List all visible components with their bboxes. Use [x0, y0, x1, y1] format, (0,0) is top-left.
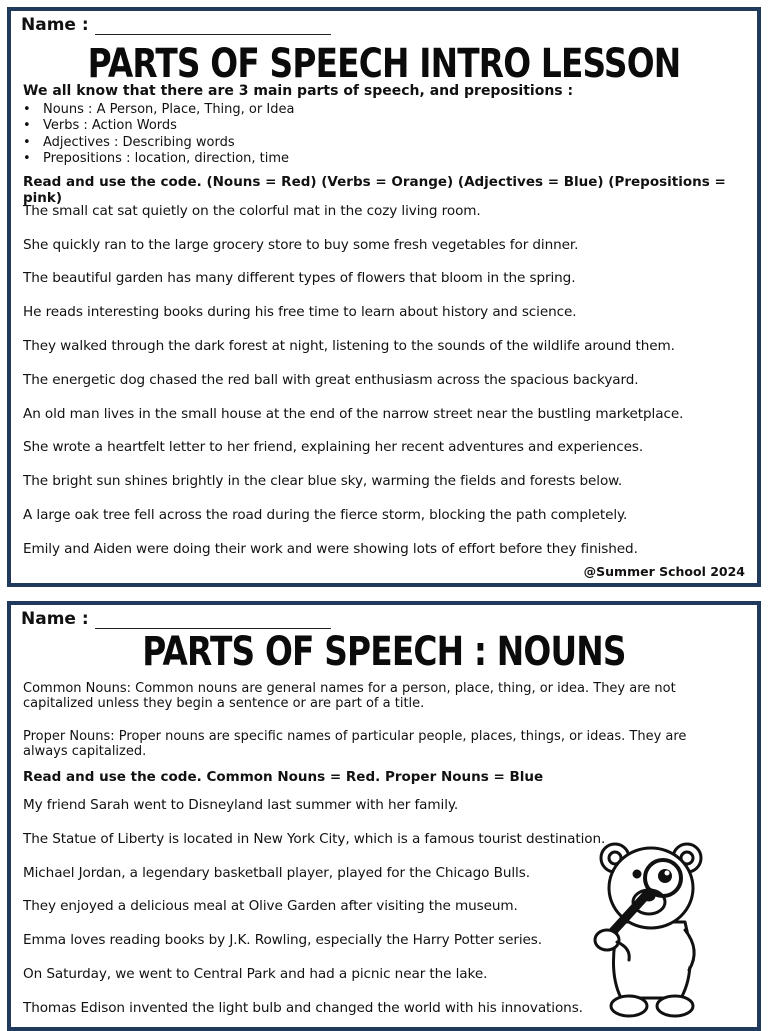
sentence: She quickly ran to the large grocery store to buy some fresh vegetables for dinner. — [23, 237, 579, 253]
sentence: Emma loves reading books by J.K. Rowling, especially the Harry Potter series. — [23, 932, 542, 948]
name-line[interactable] — [95, 18, 331, 35]
bullet-icon: • — [23, 134, 31, 150]
bullet-icon: • — [23, 118, 31, 134]
sentence: They walked through the dark forest at night, listening to the sounds of the wildlife around them. — [23, 338, 675, 354]
color-code-instructions: Read and use the code. (Nouns = Red) (Verbs = Orange) (Adjectives = Blue) (Prepositions = pink) — [23, 174, 726, 206]
page-title: PARTS OF SPEECH : NOUNS — [142, 629, 626, 675]
sentence: The small cat sat quietly on the colorful mat in the cozy living room. — [23, 203, 481, 219]
bullet-icon: • — [23, 102, 31, 117]
name-field-row — [21, 609, 331, 629]
sentence: Thomas Edison invented the light bulb and changed the world with his innovations. — [23, 1000, 583, 1016]
name-line[interactable] — [95, 612, 331, 629]
bear-with-magnifying-glass-icon — [589, 830, 717, 1020]
sentence: A large oak tree fell across the road during the fierce storm, blocking the path completely. — [23, 507, 628, 523]
sentence: Emily and Aiden were doing their work and were showing lots of effort before they finished. — [23, 541, 638, 557]
sentence: The bright sun shines brightly in the clear blue sky, warming the fields and forests below. — [23, 473, 623, 489]
sentence: They enjoyed a delicious meal at Olive Garden after visiting the museum. — [23, 898, 518, 914]
list-item: • Prepositions : location, direction, time — [23, 150, 290, 166]
sentence: He reads interesting books during his free time to learn about history and science. — [23, 304, 577, 320]
color-code-instructions: Read and use the code. Common Nouns = Red. Proper Nouns = Blue — [23, 769, 544, 785]
list-item: • Adjectives : Describing words — [23, 134, 235, 150]
sentence: The Statue of Liberty is located in New York City, which is a famous tourist destination. — [23, 831, 606, 847]
name-field-row — [21, 15, 331, 35]
worksheet-nouns — [7, 601, 761, 1031]
sentence: She wrote a heartfelt letter to her friend, explaining her recent adventures and experiences. — [23, 439, 644, 455]
common-nouns-definition: Common Nouns: Common nouns are general names for a person, place, thing, or idea. They are not capitalized unless they begin a sentence or are part of a title. — [23, 681, 676, 711]
proper-nouns-definition: Proper Nouns: Proper nouns are specific names of particular people, places, things, or ideas. They are always capitalized. — [23, 729, 687, 759]
sentence: On Saturday, we went to Central Park and had a picnic near the lake. — [23, 966, 488, 982]
list-item: • Nouns : A Person, Place, Thing, or Idea — [23, 102, 295, 117]
bullet-icon: • — [23, 150, 31, 166]
page-title: PARTS OF SPEECH INTRO LESSON — [87, 41, 681, 87]
name-label: Name : — [21, 609, 89, 629]
worksheet-intro-lesson — [7, 7, 761, 587]
list-item: • Verbs : Action Words — [23, 118, 177, 134]
parts-of-speech-list — [23, 102, 294, 167]
name-label: Name : — [21, 15, 89, 35]
sentence: The energetic dog chased the red ball with great enthusiasm across the spacious backyard. — [23, 372, 639, 388]
sentence: The beautiful garden has many different types of flowers that bloom in the spring. — [23, 270, 576, 286]
copyright-footer: @Summer School 2024 — [583, 564, 745, 579]
sentence: An old man lives in the small house at the end of the narrow street near the bustling marketplace. — [23, 406, 684, 422]
intro-text: We all know that there are 3 main parts of speech, and prepositions : — [23, 83, 574, 99]
sentence: Michael Jordan, a legendary basketball player, played for the Chicago Bulls. — [23, 865, 530, 881]
sentence: My friend Sarah went to Disneyland last summer with her family. — [23, 797, 459, 813]
